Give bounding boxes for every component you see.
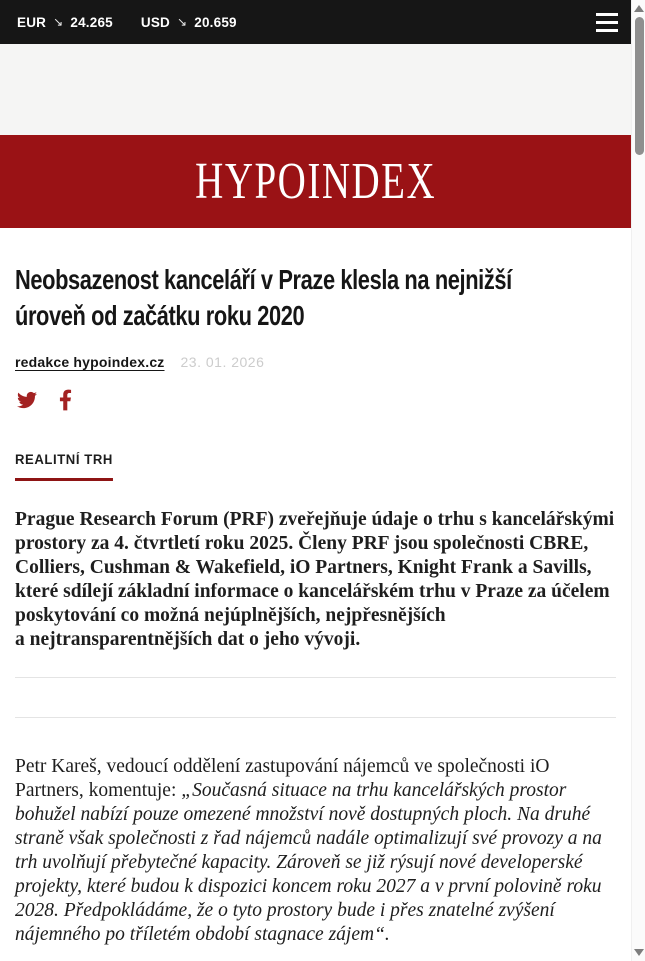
lead-paragraph: Prague Research Forum (PRF) zveřejňuje údaje o trhu s kancelářskými prostory za 4. čtvrtletí roku 2025. Členy PRF jsou společnosti CBRE, Colliers, Cushman & Wakefield, iO Partners, Knight Frank a Savills, které sdílejí základní informace o kancelářském trhu v Praze za účelem poskytování co možná nejúplnějších, nejpřesnějších a nejtransparentnějších dat o jeho vývoji. <box>15 509 615 650</box>
article-content <box>0 228 631 947</box>
currency-code: USD <box>140 14 170 30</box>
hamburger-menu-icon[interactable] <box>596 13 618 32</box>
category-wrap <box>15 451 616 481</box>
currency-value: 24.265 <box>70 14 113 30</box>
author-link[interactable]: redakce hypoindex.cz <box>15 354 165 370</box>
publish-date: 23. 01. 2026 <box>180 354 265 370</box>
paragraph-quote: „Současná situace na trhu kancelářských prostor bohužel nabízí pouze omezené množství nově dostupných ploch. Na druhé straně však společnosti z řad nájemců nadále optimalizují své provozy a na trh uvolňují přebytečné kapacity. Zároveň se již rýsují nové developerské projekty, které budou k dispozici koncem roku 2027 a v první polovině roku 2028. Předpokládáme, že o tyto prostory bude i přes znatelné zvýšení nájemného po tříletém období stagnace zájem“. <box>15 780 602 945</box>
byline <box>15 354 616 370</box>
scroll-down-arrow-icon[interactable] <box>634 949 644 956</box>
scrollbar-thumb[interactable] <box>635 17 644 155</box>
header-spacer-band <box>0 44 631 135</box>
twitter-icon[interactable] <box>15 390 39 410</box>
vertical-scrollbar[interactable] <box>631 0 645 961</box>
currency-value: 20.659 <box>194 14 237 30</box>
page-title <box>15 262 616 334</box>
trend-down-icon: ↘ <box>53 15 64 29</box>
hypoindex-logo[interactable]: HYPOINDEX <box>194 152 436 210</box>
scroll-up-arrow-icon[interactable] <box>634 5 644 12</box>
paragraph-intro: Petr Kareš, vedoucí oddělení zastupování nájemců ve společnosti iO Partners, komentuje: <box>15 756 550 801</box>
inline-divider-slot <box>15 677 616 718</box>
category-label[interactable]: REALITNÍ TRH <box>15 452 113 481</box>
body-paragraph <box>15 755 616 947</box>
currency-usd <box>141 15 237 30</box>
trend-down-icon: ↘ <box>176 15 188 29</box>
top-currency-bar <box>0 0 631 44</box>
title-line-1: Neobsazenost kanceláří v Praze klesla na nejnižší <box>15 264 512 295</box>
currency-eur <box>17 15 113 30</box>
site-header <box>0 135 631 228</box>
facebook-icon[interactable] <box>59 389 72 411</box>
currency-code: EUR <box>17 14 47 30</box>
social-share-row <box>15 389 616 411</box>
title-line-2: úroveň od začátku roku 2020 <box>15 300 305 331</box>
